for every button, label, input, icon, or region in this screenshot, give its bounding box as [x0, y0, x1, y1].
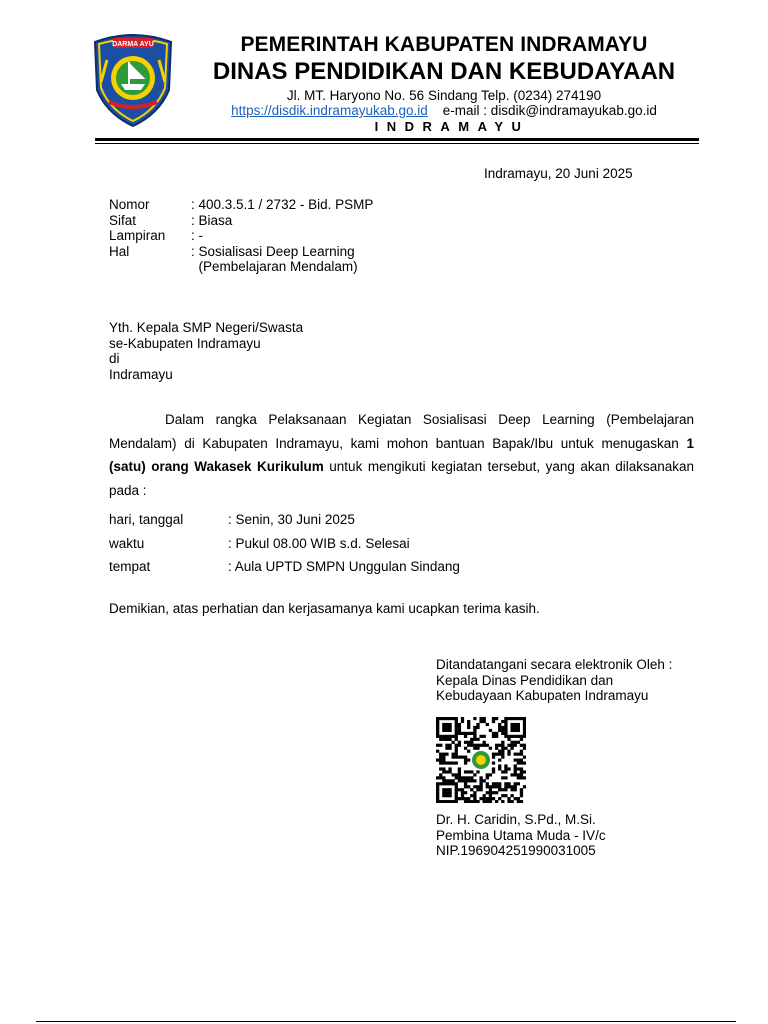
header-rule-thick	[95, 138, 699, 141]
schedule-value: : Senin, 30 Juni 2025	[228, 512, 355, 528]
schedule-key: hari, tanggal	[109, 512, 184, 528]
email-text: e-mail : disdik@indramayukab.go.id	[442, 103, 657, 118]
recipient-block	[109, 320, 303, 382]
logo-text: DARMA AYU	[112, 41, 154, 48]
signature-line: Kepala Dinas Pendidikan dan	[436, 672, 614, 688]
website-link[interactable]: https://disdik.indramayukab.go.id	[231, 103, 428, 118]
recipient-line: se-Kabupaten Indramayu	[109, 335, 261, 351]
schedule-key: waktu	[109, 535, 145, 551]
meta-value: (Pembelajaran Mendalam)	[191, 259, 358, 274]
meta-key: Sifat	[109, 212, 137, 228]
body-text: Dalam rangka Pelaksanaan Kegiatan Sosialisasi Deep Learning (Pembelajaran Mendalam) di Kabupaten Indramayu, kami mohon bantuan Bapak/Ibu untuk menugaskan	[109, 412, 694, 451]
signer-nip: NIP.196904251990031005	[436, 843, 596, 858]
meta-value: : Biasa	[191, 212, 233, 228]
signature-line: Ditandatangani secara elektronik Oleh :	[436, 657, 673, 672]
letter-meta	[109, 197, 373, 275]
meta-value: : Sosialisasi Deep Learning	[191, 243, 355, 259]
recipient-line: Indramayu	[109, 366, 173, 382]
signature-line: Kebudayaan Kabupaten Indramayu	[436, 688, 649, 703]
signature-block	[436, 657, 672, 704]
letter-date: Indramayu, 20 Juni 2025	[484, 166, 633, 181]
meta-key: Nomor	[109, 197, 150, 212]
schedule-key: tempat	[109, 559, 151, 575]
meta-key	[109, 259, 191, 275]
header-city: INDRAMAYU	[374, 119, 530, 134]
signer-name: Dr. H. Caridin, S.Pd., M.Si.	[436, 812, 596, 827]
header-line1: PEMERINTAH KABUPATEN INDRAMAYU	[240, 33, 648, 56]
header-line2: DINAS PENDIDIKAN DAN KEBUDAYAAN	[212, 58, 676, 85]
footer-rule	[36, 1021, 736, 1022]
meta-key: Hal	[109, 243, 130, 259]
meta-value: : -	[191, 228, 203, 243]
body-text: untuk mengikuti kegiatan tersebut, yang akan dilaksanakan pada :	[109, 459, 695, 498]
signer-rank: Pembina Utama Muda - IV/c	[436, 827, 606, 843]
schedule-block	[109, 508, 460, 579]
letter-body	[109, 408, 694, 502]
schedule-value: : Aula UPTD SMPN Unggulan Sindang	[228, 559, 460, 575]
body-bold-text: 1 (satu) orang Wakasek Kurikulum	[109, 435, 694, 474]
header-rule-thin	[95, 143, 699, 144]
header-contact	[186, 103, 702, 118]
qr-code	[436, 717, 526, 803]
closing-text: Demikian, atas perhatian dan kerjasamanya kami ucapkan terima kasih.	[109, 601, 540, 616]
meta-value: : 400.3.5.1 / 2732 - Bid. PSMP	[191, 197, 374, 212]
header-address: Jl. MT. Haryono No. 56 Sindang Telp. (0234) 274190	[286, 88, 602, 103]
signer-block	[436, 812, 606, 859]
schedule-value: : Pukul 08.00 WIB s.d. Selesai	[228, 535, 410, 551]
recipient-line: Yth. Kepala SMP Negeri/Swasta	[109, 320, 304, 335]
meta-key: Lampiran	[109, 228, 166, 243]
indramayu-emblem	[89, 32, 177, 128]
recipient-line: di	[109, 351, 120, 366]
